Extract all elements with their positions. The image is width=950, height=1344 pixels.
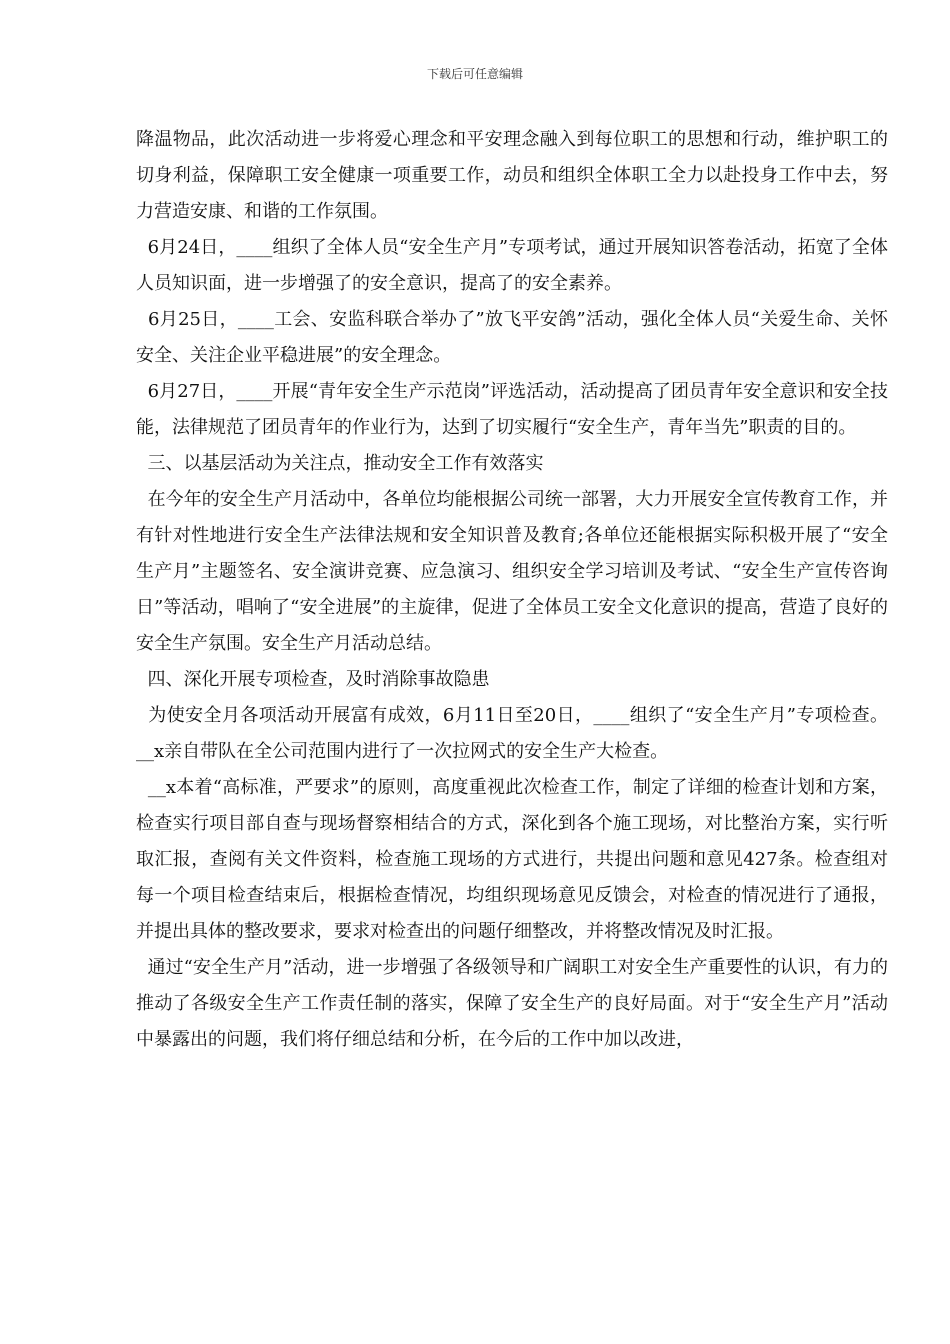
page-header: 下载后可任意编辑 (426, 67, 523, 81)
paragraph-june-27: 6月27日，____开展“青年安全生产示范岗”评选活动，活动提高了团员青年安全意识和安全技能，法律规范了团员青年的作业行为，达到了切实履行“安全生产，青年当先”职责的目的。 (136, 381, 888, 438)
paragraph-inspection-detail: __x本着“高标准，严要求”的原则，高度重视此次检查工作，制定了详细的检查计划和方案，检查实行项目部自查与现场督察相结合的方式，深化到各个施工现场，对比整治方案，实行听取汇报，查阅有关文件资料，检查施工现场的方式进行，共提出问题和意见427条。检查组对每一个项目检查结束后，根据检查情况，均组织现场意见反馈会，对检查的情况进行了通报，并提出具体的整改要求，要求对检查出的问题仔细整改，并将整改情况及时汇报。 (136, 777, 888, 942)
paragraph-june-24: 6月24日，____组织了全体人员“安全生产月”专项考试，通过开展知识答卷活动，拓宽了全体人员知识面，进一步增强了的安全意识，提高了的安全素养。 (136, 237, 888, 294)
paragraph-inspection: 为使安全月各项活动开展富有成效，6月11日至20日，____组织了“安全生产月”专项检查。__x亲自带队在全公司范围内进行了一次拉网式的安全生产大检查。 (136, 705, 888, 762)
paragraph-intro: 降温物品，此次活动进一步将爱心理念和平安理念融入到每位职工的思想和行动，维护职工的切身利益，保障职工安全健康一项重要工作，动员和组织全体职工全力以赴投身工作中去，努力营造安康、和谐的工作氛围。 (136, 129, 888, 222)
document-body (136, 122, 888, 1058)
section-heading-3: 三、以基层活动为关注点，推动安全工作有效落实 (136, 453, 544, 474)
section-heading-4: 四、深化开展专项检查，及时消除事故隐患 (136, 669, 490, 690)
paragraph-grassroots: 在今年的安全生产月活动中，各单位均能根据公司统一部署，大力开展安全宣传教育工作，并有针对性地进行安全生产法律法规和安全知识普及教育;各单位还能根据实际积极开展了“安全生产月”主题签名、安全演讲竞赛、应急演习、组织安全学习培训及考试、“安全生产宣传咨询日”等活动，唱响了“安全进展”的主旋律，促进了全体员工安全文化意识的提高，营造了良好的安全生产氛围。安全生产月活动总结。 (136, 489, 888, 654)
paragraph-june-25: 6月25日，____工会、安监科联合举办了”放飞平安鸽”活动，强化全体人员“关爱生命、关怀安全、关注企业平稳进展”的安全理念。 (136, 309, 888, 366)
paragraph-summary: 通过“安全生产月”活动，进一步增强了各级领导和广阔职工对安全生产重要性的认识，有力的推动了各级安全生产工作责任制的落实，保障了安全生产的良好局面。对于“安全生产月”活动中暴露出的问题，我们将仔细总结和分析，在今后的工作中加以改进， (136, 957, 888, 1050)
